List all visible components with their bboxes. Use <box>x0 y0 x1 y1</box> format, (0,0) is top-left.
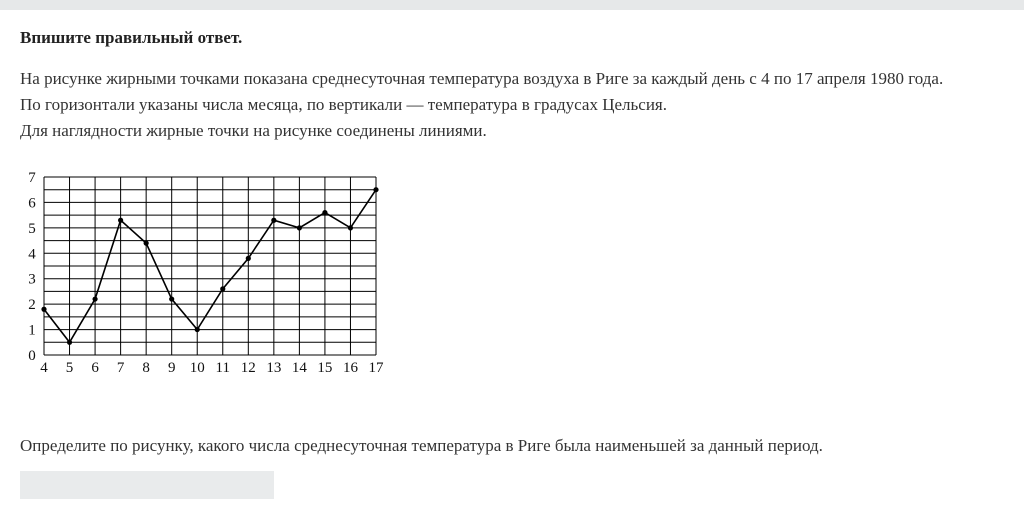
task-heading: Впишите правильный ответ. <box>20 28 243 47</box>
x-tick-label-8: 8 <box>142 360 150 376</box>
top-bar <box>0 0 1024 10</box>
y-tick-label-3: 3 <box>28 271 36 288</box>
data-point-4 <box>41 307 46 312</box>
x-tick-label-14: 14 <box>291 360 307 376</box>
data-point-12 <box>246 256 251 261</box>
question-text: Определите по рисунку, какого числа среднесуточная температура в Риге была наименьшей за данный период. <box>20 436 823 455</box>
y-tick-label-7: 7 <box>28 170 36 186</box>
x-tick-label-5: 5 <box>65 360 74 376</box>
description-line-2: По горизонтали указаны числа месяца, по вертикали — температура в градусах Цельсия. <box>20 95 667 114</box>
x-tick-label-16: 16 <box>342 360 358 376</box>
x-tick-label-17: 17 <box>368 360 384 376</box>
x-tick-label-12: 12 <box>240 360 256 376</box>
data-point-10 <box>195 327 200 332</box>
data-point-9 <box>169 296 174 301</box>
y-tick-label-6: 6 <box>28 195 36 212</box>
data-point-17 <box>373 187 378 192</box>
data-point-5 <box>67 340 72 345</box>
x-axis-ticks <box>40 360 384 376</box>
data-point-16 <box>348 225 353 230</box>
y-tick-label-5: 5 <box>28 220 36 237</box>
x-tick-label-15: 15 <box>317 360 333 376</box>
description-line-1: На рисунке жирными точками показана среднесуточная температура воздуха в Риге за каждый день с 4 по 17 апреля 1980 года. <box>20 69 944 88</box>
data-point-13 <box>271 218 276 223</box>
data-point-7 <box>118 218 123 223</box>
y-tick-label-2: 2 <box>28 297 36 314</box>
data-point-6 <box>92 296 97 301</box>
y-tick-label-4: 4 <box>28 246 36 263</box>
x-tick-label-13: 13 <box>266 360 282 376</box>
data-point-11 <box>220 286 225 291</box>
x-tick-label-11: 11 <box>215 360 230 376</box>
y-tick-label-1: 1 <box>28 322 36 339</box>
description-line-3: Для наглядности жирные точки на рисунке соединены линиями. <box>20 121 487 140</box>
x-tick-label-6: 6 <box>91 360 99 376</box>
data-point-8 <box>144 241 149 246</box>
data-point-14 <box>297 225 302 230</box>
data-point-15 <box>322 210 327 215</box>
x-tick-label-4: 4 <box>40 360 48 376</box>
answer-input[interactable] <box>20 471 274 499</box>
chart-grid <box>44 177 376 355</box>
x-tick-label-9: 9 <box>167 360 176 376</box>
y-tick-label-0: 0 <box>28 348 36 364</box>
x-tick-label-10: 10 <box>189 360 205 376</box>
task-description <box>20 66 1020 144</box>
x-tick-label-7: 7 <box>116 360 125 376</box>
temperature-chart <box>18 166 398 386</box>
y-axis-ticks <box>28 170 36 364</box>
